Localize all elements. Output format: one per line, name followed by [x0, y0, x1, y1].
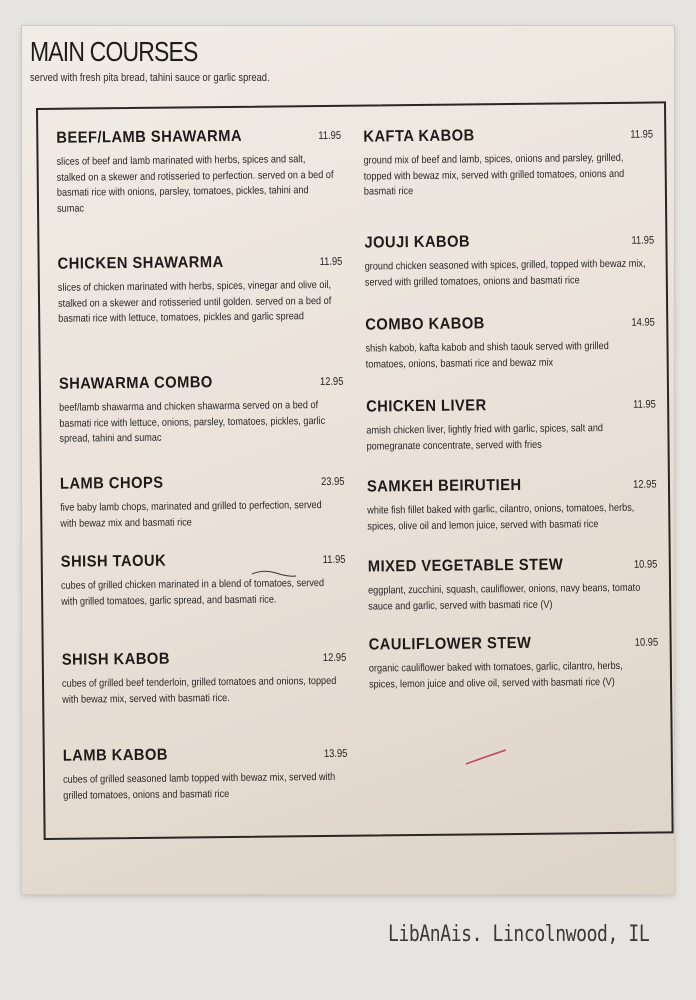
item-price: 11.95: [322, 553, 346, 567]
item-description: shish kabob, kafta kabob and shish taouk served with grilled tomatoes, onions, basmati rice and bewaz mix: [365, 340, 609, 371]
item-price: 11.95: [319, 255, 343, 269]
item-description: amish chicken liver, lightly fried with garlic, spices, salt and pomegranate concentrate, served with fries: [366, 422, 604, 453]
item-name: COMBO KABOB: [365, 315, 485, 334]
left-column: [56, 107, 348, 802]
item-description: ground chicken seasoned with spices, grilled, topped with bewaz mix, served with grilled tomatoes, onions and basmati rice: [364, 257, 646, 289]
item-name: CHICKEN SHAWARMA: [57, 254, 224, 273]
menu-item: [60, 551, 346, 608]
item-name: SAMKEH BEIRUTIEH: [366, 476, 522, 496]
item-price: 11.95: [631, 234, 655, 247]
item-price: 13.95: [324, 747, 348, 761]
menu-item: [56, 127, 342, 215]
item-description: ground mix of beef and lamb, spices, onions and parsley, grilled, topped with bewaz mix, served with grilled tomatoes, onions and basmati rice: [363, 151, 625, 198]
menu-item: [59, 473, 345, 530]
menu-item: [368, 634, 659, 691]
menu-item: [365, 314, 656, 371]
item-name: LAMB KABOB: [62, 746, 169, 765]
item-price: 11.95: [630, 128, 654, 141]
menu-heading: MAIN COURSES: [30, 36, 198, 67]
item-price: 14.95: [631, 316, 656, 329]
menu-item: [364, 232, 655, 289]
item-name: CAULIFLOWER STEW: [368, 634, 532, 654]
item-description: eggplant, zucchini, squash, cauliflower, onions, navy beans, tomato sauce and garlic, served with basmati rice (V): [368, 581, 641, 613]
item-price: 10.95: [635, 636, 659, 649]
item-description: cubes of grilled chicken marinated in a blend of tomatoes, served with grilled tomatoes, garlic spread, and basmati rice.: [60, 577, 325, 608]
item-price: 12.95: [323, 651, 347, 665]
menu-item: [58, 373, 344, 445]
item-description: slices of chicken marinated with herbs, spices, vinegar and olive oil, stalked on a skewer and rotisseried until golden. served on a bed of basmati rice with lettuce, tomatoes, pickles and garlic spread: [57, 278, 332, 325]
menu-item: [62, 745, 348, 802]
photo-caption: LibAnAis. Lincolnwood, IL: [388, 922, 650, 947]
item-name: JOUJI KABOB: [364, 233, 471, 252]
item-name: SHISH KABOB: [61, 650, 170, 669]
menu-item: [61, 649, 347, 706]
item-description: slices of beef and lamb marinated with herbs, spices and salt, stalked on a skewer and rotisseried to perfection. served on a bed of basmati rice with onions, parsley, tomatoes, pickles, tahini and sumac: [56, 153, 334, 215]
item-description: cubes of grilled beef tenderloin, grilled tomatoes and onions, topped with bewaz mix, served with basmati rice.: [61, 674, 337, 706]
menu-item: [366, 476, 658, 533]
item-name: CHICKEN LIVER: [366, 397, 487, 416]
menu-item: [367, 556, 658, 613]
menu-item: [366, 396, 657, 453]
item-description: white fish fillet baked with garlic, cilantro, onions, tomatoes, herbs, spices, olive oil and lemon juice, served with basmati rice: [367, 501, 635, 533]
item-name: LAMB CHOPS: [59, 474, 164, 493]
item-description: cubes of grilled seasoned lamb topped with bewaz mix, served with grilled tomatoes, onions and basmati rice: [62, 770, 336, 802]
item-name: SHAWARMA COMBO: [58, 374, 213, 393]
item-description: five baby lamb chops, marinated and grilled to perfection, served with bewaz mix and basmati rice: [60, 499, 322, 530]
item-description: organic cauliflower baked with tomatoes, garlic, cilantro, herbs, spices, lemon juice and olive oil, served with basmati rice (V): [368, 659, 623, 691]
item-description: beef/lamb shawarma and chicken shawarma served on a bed of basmati rice with lettuce, onions, parsley, tomatoes, pickles, garlic spread, tahini and sumac: [59, 399, 326, 445]
item-price: 11.95: [318, 129, 342, 143]
item-price: 12.95: [633, 478, 658, 491]
item-name: MIXED VEGETABLE STEW: [367, 556, 564, 576]
menu-photo: [22, 26, 674, 894]
pen-scribble-mark: [250, 566, 300, 582]
item-name: BEEF/LAMB SHAWARMA: [56, 127, 243, 147]
item-price: 12.95: [320, 375, 344, 389]
menu-item: [57, 253, 343, 325]
menu-frame: [36, 101, 674, 840]
item-price: 10.95: [634, 558, 658, 571]
item-name: KAFTA KABOB: [363, 127, 475, 146]
item-name: SHISH TAOUK: [60, 552, 167, 571]
red-ink-mark: [462, 746, 512, 770]
item-price: 23.95: [321, 475, 345, 489]
right-column: [363, 104, 659, 691]
menu-subheading: served with fresh pita bread, tahini sauce or garlic spread.: [30, 72, 270, 84]
menu-item: [363, 126, 654, 198]
item-price: 11.95: [633, 398, 657, 411]
